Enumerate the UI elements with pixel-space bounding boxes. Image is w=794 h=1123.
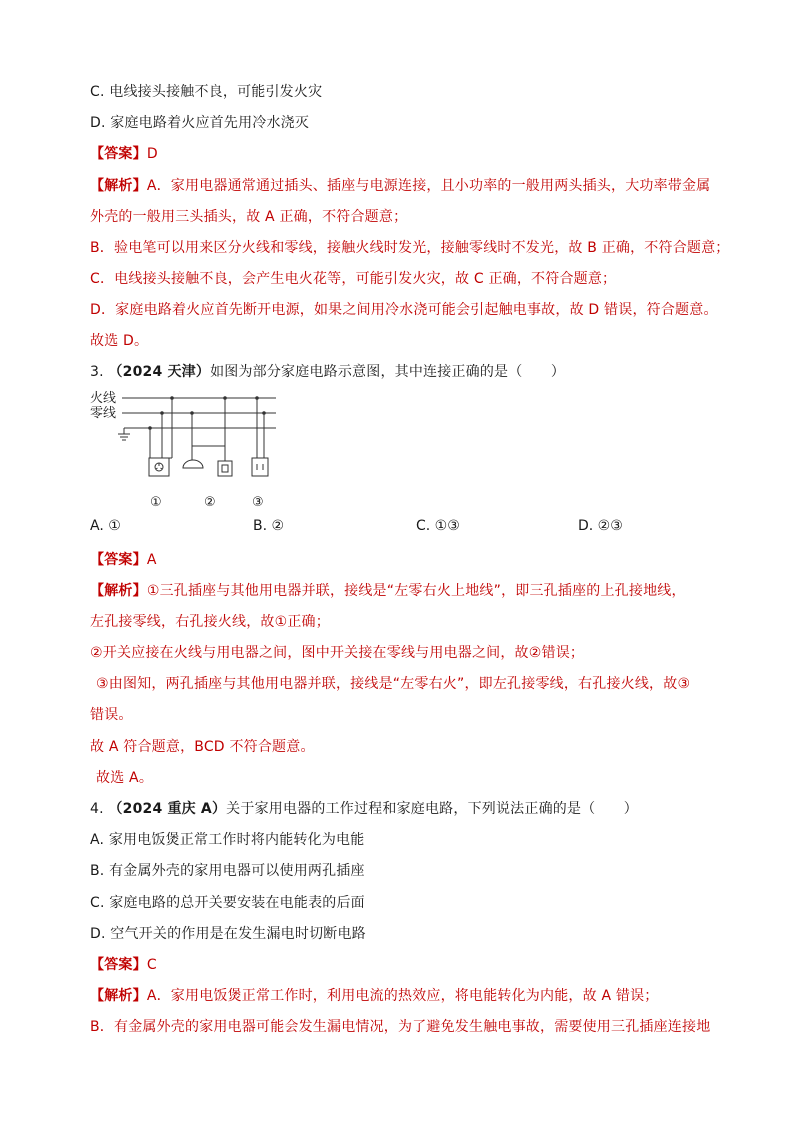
q3-analysis-line-1 xyxy=(90,582,686,600)
q3-answer-line xyxy=(90,551,157,569)
question-number: 3. xyxy=(90,364,104,380)
question-text: 如图为部分家庭电路示意图，其中连接正确的是（ ） xyxy=(210,364,566,380)
option-b: B. ② xyxy=(253,518,285,534)
q2-analysis-line-6: 故选 D。 xyxy=(90,333,149,349)
q3-analysis-line-4: ③由图知，两孔插座与其他用电器并联，接线是“左零右火”，即左孔接零线，右孔接火线，故③ xyxy=(96,676,691,692)
two-hole-socket xyxy=(252,458,268,476)
q2-analysis-line-4: C．电线接头接触不良，会产生电火花等，可能引发火灾，故 C 正确，不符合题意； xyxy=(90,271,617,287)
q3-options xyxy=(90,518,710,538)
q2-option-c: C. 电线接头接触不良，可能引发火灾 xyxy=(90,84,323,100)
question-source: （2024 重庆 A） xyxy=(108,801,227,817)
q2-analysis-line-3: B．验电笔可以用来区分火线和零线，接触火线时发光，接触零线时不发光，故 B 正确，不符合题意； xyxy=(90,240,730,256)
answer-value: C xyxy=(146,957,157,973)
option-a: A. ① xyxy=(90,518,121,534)
switch-icon xyxy=(218,461,232,476)
figure-label-3: ③ xyxy=(252,495,264,510)
lamp-icon xyxy=(183,460,203,468)
analysis-text: A．家用电器通常通过插头、插座与电源连接，且小功率的一般用两头插头，大功率带金属 xyxy=(146,178,711,194)
answer-tag: 【答案】 xyxy=(90,146,147,162)
q4-option-a: A. 家用电饭煲正常工作时将内能转化为电能 xyxy=(90,832,365,848)
answer-value: A xyxy=(146,552,157,568)
live-wire-label: 火线 xyxy=(90,391,117,406)
option-c: C. ①③ xyxy=(416,518,460,534)
answer-tag: 【答案】 xyxy=(90,957,147,973)
analysis-text: ①三孔插座与其他用电器并联，接线是“左零右火上地线”，即三孔插座的上孔接地线， xyxy=(146,583,686,599)
answer-tag: 【答案】 xyxy=(90,552,147,568)
q4-stem xyxy=(90,800,638,818)
q4-option-b: B. 有金属外壳的家用电器可以使用两孔插座 xyxy=(90,863,365,879)
q4-answer-line xyxy=(90,956,157,974)
figure-label-2: ② xyxy=(204,495,216,510)
analysis-tag: 【解析】 xyxy=(90,178,147,194)
figure-label-1: ① xyxy=(150,495,162,510)
analysis-text: A．家用电饭煲正常工作时，利用电流的热效应，将电能转化为内能，故 A 错误； xyxy=(146,988,659,1004)
q2-answer-line xyxy=(90,145,158,163)
circuit-diagram xyxy=(88,388,288,513)
q4-analysis-line-1 xyxy=(90,987,658,1005)
q3-analysis-line-7: 故选 A。 xyxy=(96,770,154,786)
q3-analysis-line-2: 左孔接零线，右孔接火线，故①正确； xyxy=(90,614,330,630)
option-d: D. ②③ xyxy=(578,518,623,534)
q2-analysis-line-2: 外壳的一般用三头插头，故 A 正确，不符合题意； xyxy=(90,209,408,225)
q2-analysis-line-5: D．家庭电路着火应首先断开电源，如果之间用冷水浇可能会引起触电事故，故 D 错误，符合题意。 xyxy=(90,302,718,318)
question-source: （2024 天津） xyxy=(108,364,211,380)
question-number: 4. xyxy=(90,801,104,817)
q4-analysis-line-2: B．有金属外壳的家用电器可能会发生漏电情况，为了避免发生触电事故，需要使用三孔插座连接地 xyxy=(90,1019,711,1035)
analysis-tag: 【解析】 xyxy=(90,988,147,1004)
three-hole-socket xyxy=(149,458,169,476)
question-text: 关于家用电器的工作过程和家庭电路，下列说法正确的是（ ） xyxy=(226,801,638,817)
q2-analysis-line-1 xyxy=(90,177,710,195)
answer-value: D xyxy=(146,146,158,162)
q3-analysis-line-6: 故 A 符合题意，BCD 不符合题意。 xyxy=(90,739,315,755)
q4-option-d: D. 空气开关的作用是在发生漏电时切断电路 xyxy=(90,926,366,942)
q3-stem xyxy=(90,363,565,381)
q3-analysis-line-5: 错误。 xyxy=(90,707,133,723)
q3-analysis-line-3: ②开关应接在火线与用电器之间，图中开关接在零线与用电器之间，故②错误； xyxy=(90,645,585,661)
q2-option-d: D. 家庭电路着火应首先用冷水浇灭 xyxy=(90,115,310,131)
analysis-tag: 【解析】 xyxy=(90,583,147,599)
q4-option-c: C. 家庭电路的总开关要安装在电能表的后面 xyxy=(90,895,365,911)
neutral-wire-label: 零线 xyxy=(90,406,117,421)
